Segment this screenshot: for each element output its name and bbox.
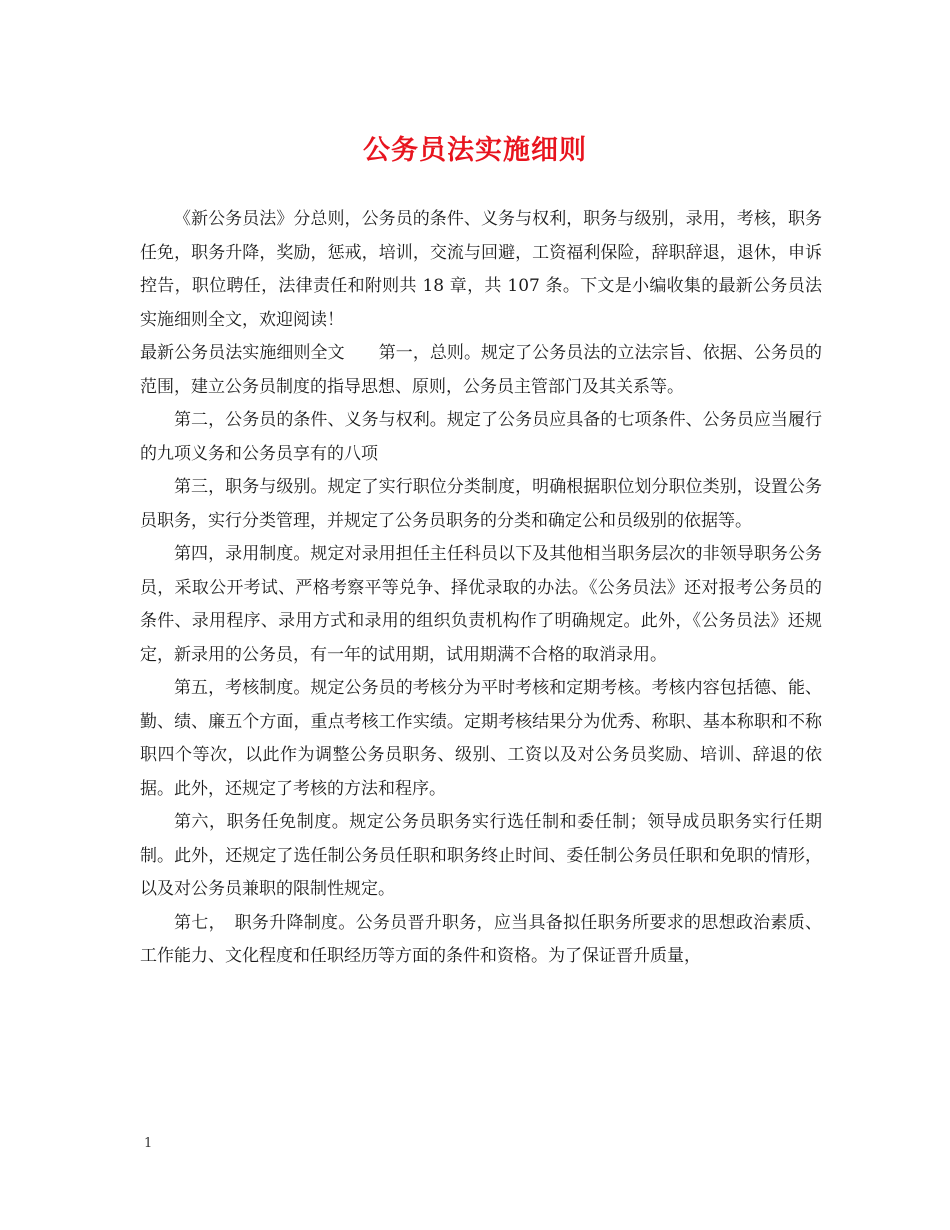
paragraph-appointment-removal: 第六，职务任免制度。规定公务员职务实行选任制和委任制；领导成员职务实行任期制。此外，还规定了选任制公务员任职和职务终止时间、委任制公务员任职和免职的情形，以及对公务员兼职的限制性规定。 — [140, 812, 822, 899]
paragraph-recruitment: 第四，录用制度。规定对录用担任主任科员以下及其他相当职务层次的非领导职务公务员，采取公开考试、严格考察平等兑争、择优录取的办法。《公务员法》还对报考公务员的条件、录用程序、录用方式和录用的组织负责机构作了明确规定。此外，《公务员法》还规定，新录用的公务员，有一年的试用期，试用期满不合格的取消录用。 — [140, 544, 822, 665]
page-number: 1 — [144, 1136, 153, 1151]
paragraph-promotion-demotion: 第七， 职务升降制度。公务员晋升职务，应当具备拟任职务所要求的思想政治素质、工作能力、文化程度和任职经历等方面的条件和资格。为了保证晋升质量， — [140, 912, 822, 966]
document-body — [140, 203, 822, 974]
paragraph-intro: 《新公务员法》分总则，公务员的条件、义务与权利，职务与级别，录用，考核，职务任免，职务升降，奖励，惩戒，培训，交流与回避，工资福利保险，辞职辞退，退休，申诉控告，职位聘任，法律责任和附则共 18 章，共 107 条。下文是小编收集的最新公务员法实施细则全文，欢迎阅读！ — [140, 209, 822, 330]
document-title: 公务员法实施细则 — [363, 135, 587, 166]
paragraph-assessment: 第五，考核制度。规定公务员的考核分为平时考核和定期考核。考核内容包括德、能、勤、绩、廉五个方面，重点考核工作实绩。定期考核结果分为优秀、称职、基本称职和不称职四个等次，以此作为调整公务员职务、级别、工资以及对公务员奖励、培训、辞退的依据。此外，还规定了考核的方法和程序。 — [140, 678, 822, 799]
paragraph-positions-ranks: 第三，职务与级别。规定了实行职位分类制度，明确根据职位划分职位类别，设置公务员职务，实行分类管理，并规定了公务员职务的分类和确定公和员级别的依据等。 — [140, 477, 822, 531]
paragraph-conditions-duties-rights: 第二，公务员的条件、义务与权利。规定了公务员应具备的七项条件、公务员应当履行的九项义务和公务员享有的八项 — [140, 410, 822, 464]
paragraph-general-provisions: 最新公务员法实施细则全文 第一，总则。规定了公务员法的立法宗旨、依据、公务员的范围，建立公务员制度的指导思想、原则，公务员主管部门及其关系等。 — [140, 343, 822, 397]
